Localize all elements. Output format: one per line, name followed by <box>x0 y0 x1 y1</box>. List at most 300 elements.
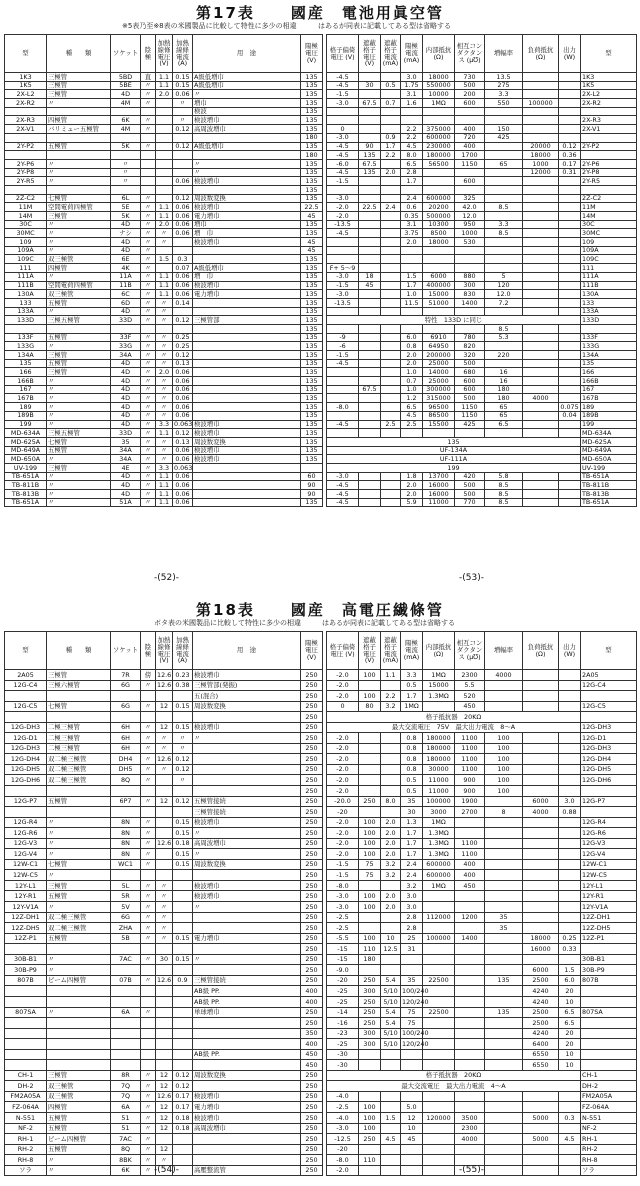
table-cell <box>359 786 381 797</box>
table-cell <box>559 1165 581 1176</box>
table-row <box>5 1018 323 1029</box>
table-cell: 12.6 <box>157 681 172 690</box>
table-cell: 4D <box>111 472 141 481</box>
table-cell <box>559 272 581 281</box>
table-cell <box>559 670 581 681</box>
table-cell: 30MC <box>581 229 637 238</box>
table-cell: 6G <box>111 680 141 691</box>
table-cell: 1MΩ <box>423 880 455 891</box>
table-cell <box>193 1081 301 1092</box>
table-cell <box>559 923 581 934</box>
table-cell: 135 <box>301 255 323 264</box>
table-cell: 五極管 <box>47 333 111 342</box>
table-cell: 検波増巾 <box>193 203 301 212</box>
table-cell <box>381 73 401 82</box>
table-cell: 〃 <box>141 764 156 775</box>
table-cell <box>156 151 173 160</box>
table-cell <box>559 680 581 691</box>
table-cell <box>156 1134 173 1145</box>
table-cell <box>359 1060 381 1071</box>
table-row <box>327 498 637 507</box>
table-cell: 500 <box>455 481 485 490</box>
table-cell <box>559 290 581 299</box>
table-cell <box>485 1165 523 1176</box>
table-cell <box>173 1155 193 1166</box>
table-row <box>327 838 637 849</box>
table-cell: 5000 <box>523 1134 559 1145</box>
table-cell: 30B-P9 <box>581 965 637 976</box>
table-cell <box>381 807 401 818</box>
table-cell: 0.33 <box>559 944 581 955</box>
table-cell <box>381 298 401 307</box>
table-cell: ビーム四極管 <box>47 1134 111 1145</box>
table-row <box>5 986 323 997</box>
table-cell: -3.0 <box>327 272 359 281</box>
table-cell <box>485 212 523 221</box>
table-row <box>5 849 323 860</box>
table-cell: 12G-C5 <box>581 701 637 712</box>
table-cell <box>423 177 455 186</box>
table-cell <box>559 1102 581 1113</box>
table-cell: 〃 <box>141 255 156 264</box>
table-cell: 〃 <box>141 272 156 281</box>
table-cell <box>559 185 581 194</box>
table-cell: 550000 <box>423 81 455 90</box>
table-cell: -3.0 <box>327 902 359 913</box>
table-cell <box>523 107 559 116</box>
table-cell <box>559 177 581 186</box>
table-cell <box>381 429 401 438</box>
table-cell <box>423 954 455 965</box>
table-cell: 1.7 <box>401 281 423 290</box>
table-cell: 1.0 <box>401 368 423 377</box>
merged-note-cell: 135 <box>327 437 581 446</box>
table-cell <box>141 185 156 194</box>
table-cell <box>173 1028 193 1039</box>
table-cell: 三極管 <box>47 463 111 472</box>
table-cell: 20 <box>559 986 581 997</box>
table-cell: 検波増巾 <box>193 446 301 455</box>
table-cell: 〃 <box>141 1081 156 1092</box>
table-cell: 12G-V3 <box>5 838 47 849</box>
table-row <box>327 733 637 744</box>
table-cell <box>141 107 156 116</box>
table-cell: 〃 <box>111 159 141 168</box>
table-cell: 1K3 <box>5 73 47 82</box>
table-cell: 〃 <box>141 281 156 290</box>
table-cell: 〃 <box>141 912 156 923</box>
table-cell <box>581 944 637 955</box>
table-cell <box>359 429 381 438</box>
table-row <box>327 870 637 881</box>
table-cell <box>401 185 423 194</box>
table-17-note-right: はあるが同表に記載してある型は省略する <box>318 22 451 30</box>
table-cell: -2.0 <box>327 775 359 786</box>
table-cell: 0.8 <box>401 754 423 765</box>
table-cell <box>581 133 637 142</box>
table-row <box>5 472 323 481</box>
table-cell: -4.5 <box>327 73 359 82</box>
table-cell: 30C <box>581 220 637 229</box>
table-cell <box>111 712 141 723</box>
table-cell: 増巾 <box>193 220 301 229</box>
table-cell <box>523 691 559 702</box>
table-cell: 6G <box>111 701 141 712</box>
table-cell: -13.5 <box>327 298 359 307</box>
table-cell: 電力増巾 <box>193 212 301 221</box>
table-cell: 〃 <box>156 351 173 360</box>
table-cell: 30MC <box>5 229 47 238</box>
table-cell: 〃 <box>141 1070 156 1081</box>
table-row <box>327 220 637 229</box>
table-cell: 6910 <box>423 333 455 342</box>
table-cell: 3.3 <box>156 463 173 472</box>
table-cell: N-551 <box>581 1112 637 1123</box>
table-cell: 0.15 <box>173 73 193 82</box>
table-cell <box>485 246 523 255</box>
table-cell: 0.5 <box>381 81 401 90</box>
table-cell: 8N <box>111 817 141 828</box>
table-cell <box>156 691 173 702</box>
table-cell: 135 <box>301 316 323 325</box>
table-row <box>327 912 637 923</box>
column-header: 加熱線條電流 (A) <box>173 35 193 73</box>
table-cell: 5E <box>111 203 141 212</box>
table-cell: 135 <box>301 411 323 420</box>
table-cell: DH4 <box>111 754 141 765</box>
table-cell <box>359 212 381 221</box>
table-row <box>327 429 637 438</box>
table-cell: 250 <box>301 670 323 681</box>
table-cell: 6.5 <box>401 159 423 168</box>
table-cell: 1150 <box>455 411 485 420</box>
table-cell: 86500 <box>423 411 455 420</box>
table-cell: 720 <box>455 133 485 142</box>
table-cell: 250 <box>301 870 323 881</box>
table-cell: 〃 <box>141 377 156 386</box>
table-cell <box>401 429 423 438</box>
table-cell: -13.5 <box>327 220 359 229</box>
table-row <box>327 307 637 316</box>
table-cell: 五(混合) <box>193 691 301 702</box>
table-row <box>327 385 637 394</box>
table-cell: 三極管 <box>47 90 111 99</box>
table-row <box>327 99 637 108</box>
table-cell <box>193 1039 301 1050</box>
table-cell <box>193 481 301 490</box>
table-cell: -15 <box>327 944 359 955</box>
table-cell: 10 <box>381 933 401 944</box>
table-cell <box>559 351 581 360</box>
table-cell <box>359 290 381 299</box>
table-cell <box>485 1102 523 1113</box>
table-cell: 112000 <box>423 912 455 923</box>
table-cell <box>359 255 381 264</box>
table-cell <box>485 194 523 203</box>
table-cell: 2X-R3 <box>5 116 47 125</box>
table-cell <box>423 116 455 125</box>
table-cell <box>173 246 193 255</box>
table-cell: 250 <box>301 954 323 965</box>
table-cell <box>581 691 637 702</box>
table-cell: -1.5 <box>327 859 359 870</box>
table-cell: 周波数変換 <box>193 701 301 712</box>
table-cell <box>423 923 455 934</box>
table-cell <box>485 996 523 1007</box>
table-cell: 0.06 <box>173 220 193 229</box>
table-18-title <box>4 599 636 620</box>
table-row <box>5 307 323 316</box>
table-cell: 12G-R4 <box>581 817 637 828</box>
table-cell: 4D <box>111 420 141 429</box>
table-cell: 10000 <box>423 90 455 99</box>
table-cell <box>485 264 523 273</box>
table-cell: 8.0 <box>381 796 401 807</box>
table-cell: 220 <box>485 351 523 360</box>
table-cell: 2.4 <box>401 870 423 881</box>
table-cell: 七極管 <box>47 859 111 870</box>
table-cell <box>455 116 485 125</box>
table-row <box>327 212 637 221</box>
table-cell: 3.1 <box>401 220 423 229</box>
table-row <box>5 229 323 238</box>
table-cell <box>381 1144 401 1155</box>
table-cell: 三極管部(発振) <box>193 680 301 691</box>
table-cell <box>381 194 401 203</box>
table-row <box>5 151 323 160</box>
table-cell: 三極管 <box>47 1070 111 1081</box>
table-cell: 4D <box>111 238 141 247</box>
table-row <box>327 368 637 377</box>
table-cell: 1.6 <box>401 99 423 108</box>
table-cell <box>327 394 359 403</box>
table-cell: 680 <box>455 368 485 377</box>
table-cell: 111A <box>581 272 637 281</box>
table-cell <box>193 351 301 360</box>
table-row <box>5 680 323 691</box>
table-row <box>327 944 637 955</box>
table-row <box>327 446 637 455</box>
table-cell: 検波増巾 <box>193 1112 301 1123</box>
table-row <box>327 933 637 944</box>
table-cell <box>359 1144 381 1155</box>
table-row <box>327 90 637 99</box>
table-cell: 0.15 <box>173 849 193 860</box>
table-cell: 3.3 <box>401 670 423 681</box>
table-cell: 〃 <box>156 403 173 412</box>
table-cell: 〃 <box>193 849 301 860</box>
table-cell: 18000 <box>423 73 455 82</box>
table-cell: 2.0 <box>381 849 401 860</box>
table-cell <box>193 151 301 160</box>
table-cell: 530 <box>455 238 485 247</box>
table-cell <box>523 90 559 99</box>
table-cell: 〃 <box>141 849 156 860</box>
table-cell: 135 <box>301 498 323 507</box>
table-cell <box>423 255 455 264</box>
table-cell <box>359 359 381 368</box>
table-cell <box>359 125 381 134</box>
table-cell: 6.5 <box>401 403 423 412</box>
table-cell: 4240 <box>523 986 559 997</box>
table-cell <box>381 743 401 754</box>
table-cell <box>193 754 301 765</box>
table-cell <box>423 1091 455 1102</box>
table-cell: 6.0 <box>401 333 423 342</box>
table-cell: 三極六極管 <box>47 680 111 691</box>
table-cell: 12Z-DH1 <box>5 912 47 923</box>
table-cell: 1.7 <box>401 177 423 186</box>
table-cell: 250 <box>301 902 323 913</box>
table-cell: 11A <box>111 272 141 281</box>
table-row <box>327 342 637 351</box>
table-cell: 25 <box>401 933 423 944</box>
table-cell: -2.0 <box>327 1165 359 1176</box>
table-cell: 12 <box>156 1123 173 1134</box>
table-cell: 2.5 <box>381 420 401 429</box>
table-cell <box>156 996 173 1007</box>
table-cell: 〃 <box>156 359 173 368</box>
table-cell: 450 <box>455 701 485 712</box>
table-cell <box>359 324 381 333</box>
table-cell <box>173 944 193 955</box>
table-cell <box>423 168 455 177</box>
table-cell <box>559 238 581 247</box>
table-cell <box>156 807 173 818</box>
table-cell <box>173 912 193 923</box>
table-cell <box>156 116 173 125</box>
table-cell: 2Z-C2 <box>5 194 47 203</box>
table-cell: 130A <box>5 290 47 299</box>
table-cell <box>173 185 193 194</box>
table-row <box>5 212 323 221</box>
table-cell: 135 <box>301 73 323 82</box>
table-cell <box>156 786 173 797</box>
table-row <box>327 185 637 194</box>
table-row <box>327 359 637 368</box>
table-cell: 3.2 <box>381 870 401 881</box>
table-cell: 0.06 <box>173 472 193 481</box>
table-cell: 〃 <box>141 722 156 733</box>
table-cell: 3.3 <box>156 420 173 429</box>
table-cell <box>559 385 581 394</box>
table-cell: 1MΩ <box>423 670 455 681</box>
table-cell: 400 <box>301 1039 323 1050</box>
column-header: 加熱線條電圧 (V) <box>156 632 173 670</box>
table-cell: 180000 <box>423 733 455 744</box>
table-cell <box>455 923 485 934</box>
table-cell: -1.5 <box>327 351 359 360</box>
table-cell <box>455 1049 485 1060</box>
table-cell: 〃 <box>141 238 156 247</box>
table-cell <box>111 807 141 818</box>
table-cell <box>141 151 156 160</box>
table-cell <box>581 807 637 818</box>
page-number-54: -(54)- <box>154 1165 179 1175</box>
table-cell: 0.12 <box>173 764 193 775</box>
table-row <box>5 733 323 744</box>
table-cell: 〃 <box>173 99 193 108</box>
table-cell: 2X-R3 <box>581 116 637 125</box>
table-cell: 22.5 <box>359 203 381 212</box>
table-cell: 135 <box>301 437 323 446</box>
table-cell <box>5 712 47 723</box>
table-cell <box>523 264 559 273</box>
table-cell: 周波数変換 <box>193 194 301 203</box>
table-cell: 6D <box>111 298 141 307</box>
table-row <box>5 316 323 325</box>
table-row <box>5 764 323 775</box>
table-cell: 2Y-P6 <box>5 159 47 168</box>
table-cell: 0.18 <box>173 1123 193 1134</box>
table-cell: 5.0 <box>401 1102 423 1113</box>
table-cell: 1.1 <box>156 272 173 281</box>
table-cell <box>359 880 381 891</box>
table-cell: 七極管 <box>47 701 111 712</box>
table-cell: 900 <box>455 775 485 786</box>
table-cell: 2.0 <box>401 238 423 247</box>
table-cell: 111B <box>581 281 637 290</box>
table-cell: 10 <box>559 996 581 1007</box>
table-cell <box>559 954 581 965</box>
table-cell <box>523 472 559 481</box>
table-cell: 5.8 <box>485 472 523 481</box>
table-cell: 4D <box>111 490 141 499</box>
table-cell: 0.5 <box>401 680 423 691</box>
table-row <box>327 264 637 273</box>
table-cell <box>156 986 173 997</box>
table-cell: 〃 <box>141 796 156 807</box>
table-cell: 双三極管 <box>47 290 111 299</box>
table-cell <box>455 1155 485 1166</box>
table-row <box>327 775 637 786</box>
table-cell: 1MΩ <box>401 701 423 712</box>
table-cell <box>193 298 301 307</box>
table-cell <box>523 754 559 765</box>
table-cell: 〃 <box>141 298 156 307</box>
table-cell: 180000 <box>423 754 455 765</box>
table-cell <box>327 368 359 377</box>
table-cell: 16 <box>485 368 523 377</box>
column-header: 型 <box>5 632 47 670</box>
table-cell <box>559 133 581 142</box>
table-cell: 100/240 <box>402 986 429 995</box>
table-cell: -20 <box>327 807 359 818</box>
table-cell <box>111 1060 141 1071</box>
table-cell: 189 <box>5 403 47 412</box>
table-cell: 110 <box>359 944 381 955</box>
table-row <box>327 954 637 965</box>
table-cell: 1.1 <box>156 472 173 481</box>
table-cell: 〃 <box>156 891 173 902</box>
table-cell: 〃 <box>47 1007 111 1018</box>
table-cell: 〃 <box>156 437 173 446</box>
table-row <box>5 933 323 944</box>
table-cell: 12 <box>156 1112 173 1123</box>
table-cell: 1.1 <box>156 429 173 438</box>
table-cell: 133A <box>581 307 637 316</box>
table-cell: 7AC <box>111 954 141 965</box>
table-cell: 400 <box>455 870 485 881</box>
table-row <box>5 1144 323 1155</box>
table-row <box>5 125 323 134</box>
table-cell: 2X-V1 <box>5 125 47 134</box>
table-cell: 0.12 <box>173 142 193 151</box>
table-cell: 3.2 <box>401 880 423 891</box>
table-cell: 〃 <box>141 880 156 891</box>
table-cell: 5/10 <box>381 996 401 1007</box>
table-cell <box>193 368 301 377</box>
